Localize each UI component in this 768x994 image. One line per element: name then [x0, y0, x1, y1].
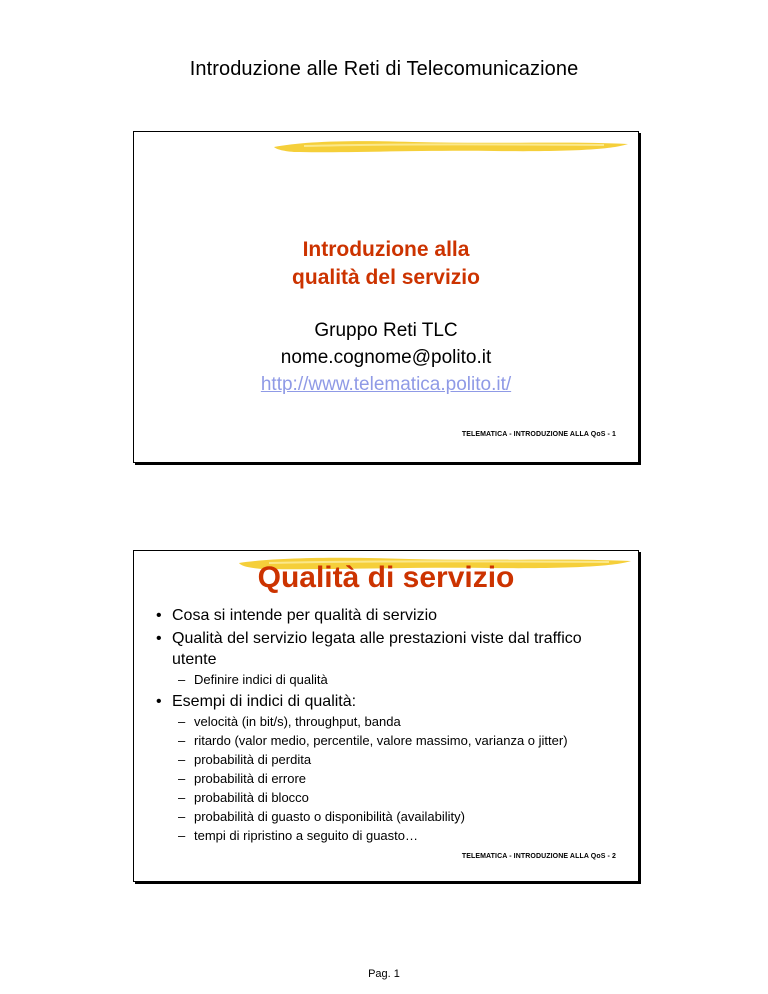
slide-1-footer: TELEMATICA - INTRODUZIONE ALLA QoS - 1 [461, 431, 616, 438]
bullet-text: Cosa si intende per qualità di servizio [172, 607, 438, 624]
sub-bullet-item [134, 828, 638, 844]
website-link[interactable]: http://www.telematica.polito.it/ [260, 374, 512, 395]
sub-bullet-marker: – [178, 733, 186, 748]
sub-bullet-marker: – [178, 714, 186, 729]
bullet-text: Qualità del servizio legata alle prestazioni viste dal traffico utente [172, 630, 582, 668]
sub-bullet-item [134, 752, 638, 768]
slide-1-title-line-1: Introduzione alla [302, 238, 470, 261]
slide-2-footer: TELEMATICA - INTRODUZIONE ALLA QoS - 2 [461, 853, 616, 860]
author-group: Gruppo Reti TLC [314, 320, 458, 341]
bullet-item [134, 605, 638, 626]
sub-bullet-item [134, 714, 638, 730]
page-number: Pag. 1 [368, 968, 400, 980]
sub-bullet-marker: – [178, 752, 186, 767]
sub-bullet-marker: – [178, 809, 186, 824]
sub-bullet-marker: – [178, 771, 186, 786]
slide-1-title-line-2: qualità del servizio [292, 266, 480, 289]
bullet-text: Esempi di indici di qualità: [172, 693, 357, 710]
sub-bullet-marker: – [178, 672, 186, 687]
bullet-item [134, 628, 638, 670]
sub-bullet-text: Definire indici di qualità [194, 672, 328, 687]
slide-2 [133, 550, 639, 882]
page-header: Introduzione alle Reti di Telecomunicazione [189, 58, 579, 80]
sub-bullet-item [134, 771, 638, 787]
bullet-item [134, 691, 638, 712]
sub-bullet-text: probabilità di guasto o disponibilità (availability) [194, 809, 465, 824]
sub-bullet-text: probabilità di perdita [194, 752, 312, 767]
bullet-marker: • [156, 630, 162, 647]
sub-bullet-item [134, 672, 638, 688]
bullet-list [134, 605, 638, 847]
sub-bullet-marker: – [178, 828, 186, 843]
sub-bullet-item [134, 733, 638, 749]
contact-email: nome.cognome@polito.it [280, 347, 492, 368]
sub-bullet-text: velocità (in bit/s), throughput, banda [194, 714, 401, 729]
bullet-marker: • [156, 607, 162, 624]
slide-1-title [134, 236, 638, 292]
sub-bullet-text: tempi di ripristino a seguito di guasto… [194, 828, 419, 843]
sub-bullet-marker: – [178, 790, 186, 805]
brush-stroke-decoration [274, 138, 628, 156]
bullet-marker: • [156, 693, 162, 710]
sub-bullet-text: ritardo (valor medio, percentile, valore massimo, varianza o jitter) [194, 733, 568, 748]
slide-2-title: Qualità di servizio [257, 561, 515, 594]
sub-bullet-text: probabilità di blocco [194, 790, 309, 805]
slide-1 [133, 131, 639, 463]
sub-bullet-item [134, 790, 638, 806]
sub-bullet-text: probabilità di errore [194, 771, 307, 786]
sub-bullet-item [134, 809, 638, 825]
